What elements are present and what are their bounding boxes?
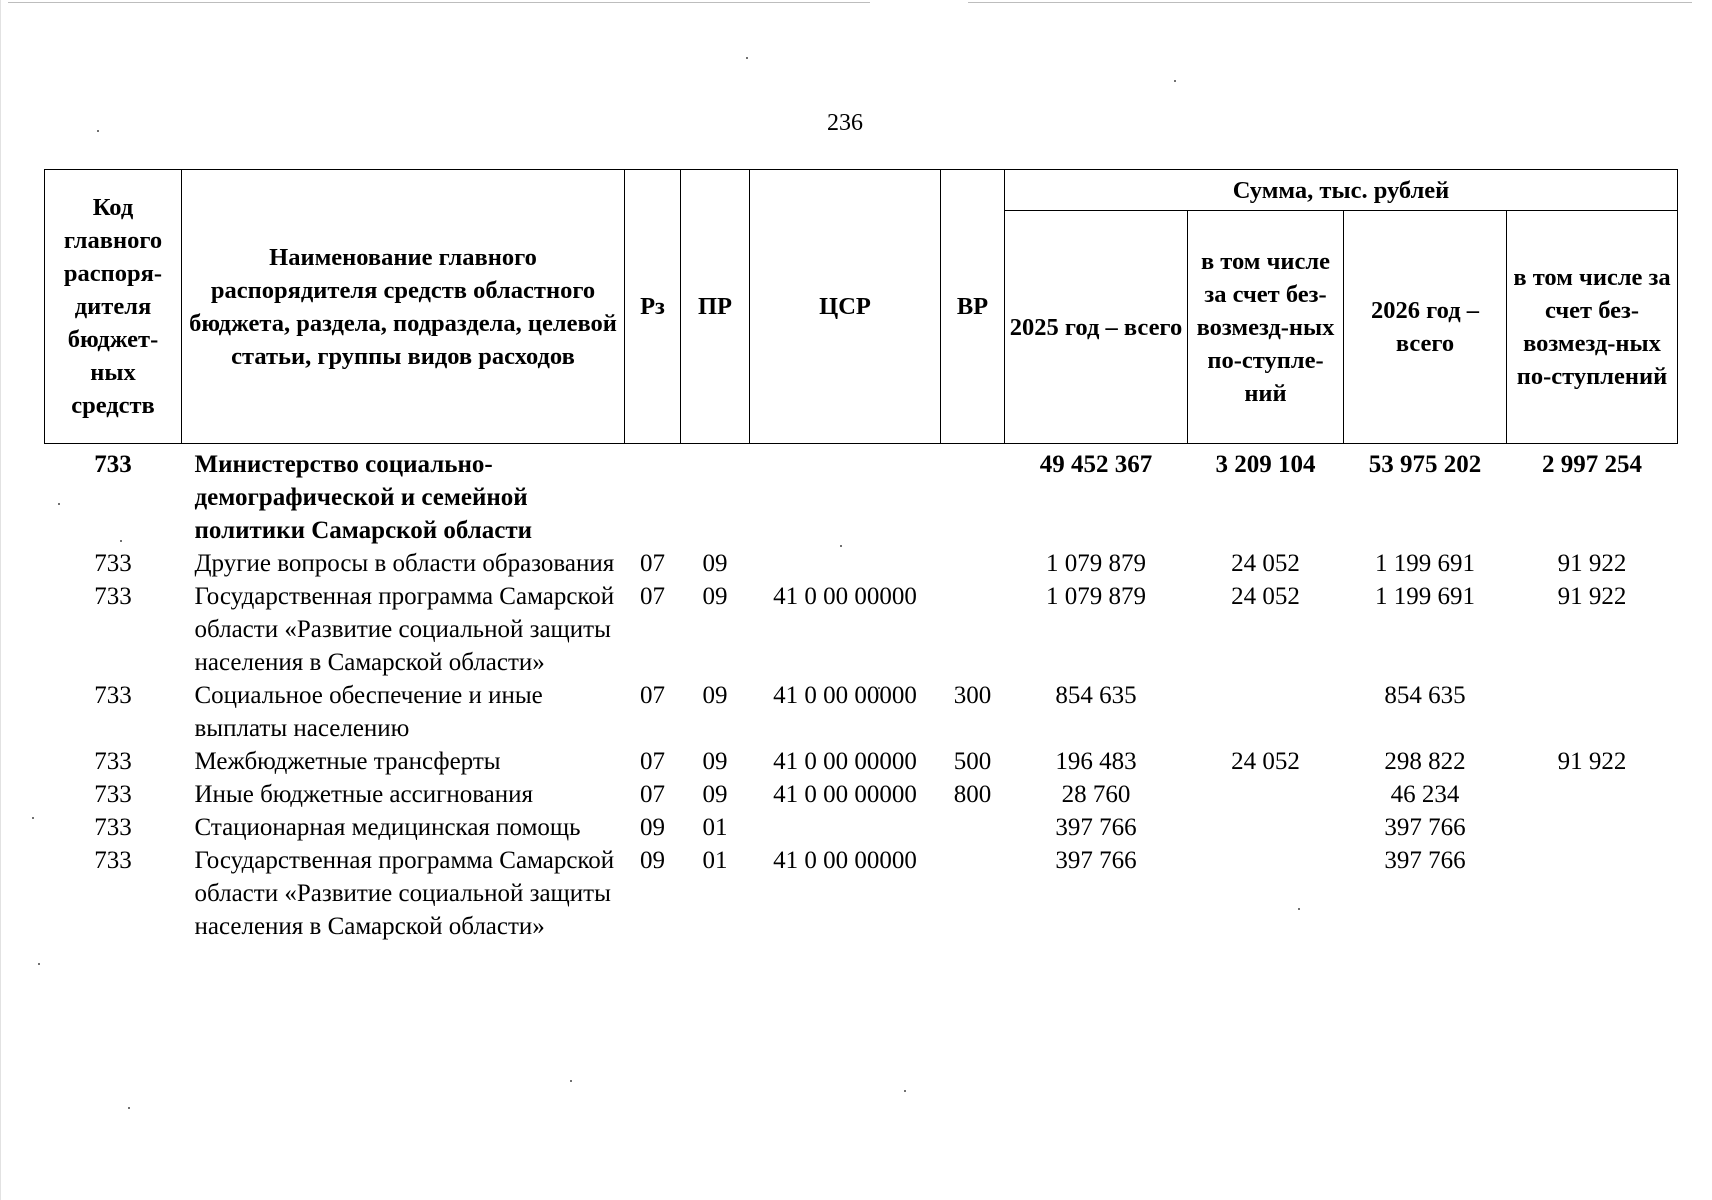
cell-2026-free: 2 997 254: [1542, 451, 1642, 478]
cell-name: Межбюджетные трансферты: [194, 748, 501, 775]
cell-pr: 09: [702, 583, 728, 610]
cell-2026-total: 397 766: [1384, 814, 1466, 841]
cell-2025-total: 1 079 879: [1046, 583, 1146, 610]
scan-edge-line: [8, 2, 870, 3]
cell-2025-free: 3 209 104: [1215, 451, 1316, 478]
cell-2026-total: 53 975 202: [1368, 451, 1482, 478]
scan-speck: [1174, 80, 1176, 82]
page-number: 236: [827, 110, 863, 136]
cell-2026-free: [1507, 811, 1678, 844]
table-row: [45, 844, 1678, 943]
cell-code: 733: [94, 451, 132, 478]
cell-vr: [941, 844, 1005, 943]
cell-2026-free: 91 922: [1557, 550, 1627, 577]
cell-rz: 07: [640, 550, 665, 577]
scan-speck: [570, 1080, 572, 1082]
cell-pr: 09: [702, 781, 728, 808]
cell-2026-total: 46 234: [1390, 781, 1460, 808]
cell-code: 733: [94, 781, 132, 808]
budget-table: [44, 169, 1678, 943]
cell-rz: 07: [640, 748, 665, 775]
cell-2025-total: 397 766: [1055, 814, 1137, 841]
cell-2025-free: [1188, 811, 1344, 844]
cell-2026-free: 91 922: [1557, 583, 1627, 610]
cell-2025-free: 24 052: [1231, 583, 1300, 610]
cell-csr: 41 0 00 00000: [773, 847, 917, 874]
cell-name: Государственная программа Самарской области «Развитие социальной защиты населения в Самарской области»: [194, 847, 615, 940]
cell-2026-total: 1 199 691: [1375, 550, 1475, 577]
header-2025-total: 2025 год – всего: [1005, 211, 1188, 444]
table-row: [45, 811, 1678, 844]
table-row: [45, 444, 1678, 548]
cell-code: 733: [94, 682, 132, 709]
cell-pr: 09: [702, 682, 728, 709]
cell-csr: [750, 547, 941, 580]
cell-code: 733: [94, 550, 132, 577]
scan-edge-line: [968, 2, 1692, 3]
header-pr: ПР: [681, 170, 750, 444]
cell-vr: [941, 580, 1005, 679]
cell-csr: 41 0 00 00000: [773, 781, 917, 808]
table-row: [45, 679, 1678, 745]
cell-code: 733: [94, 748, 132, 775]
cell-name: Другие вопросы в области образования: [194, 550, 615, 577]
cell-2025-total: 196 483: [1055, 748, 1137, 775]
header-vr: ВР: [941, 170, 1005, 444]
cell-csr: [750, 811, 941, 844]
table-row: [45, 580, 1678, 679]
header-rz: Рз: [625, 170, 681, 444]
cell-2026-total: 854 635: [1384, 682, 1466, 709]
cell-2025-total: 397 766: [1055, 847, 1137, 874]
cell-2025-free: 24 052: [1231, 550, 1300, 577]
cell-code: 733: [94, 847, 132, 874]
cell-code: 733: [94, 583, 132, 610]
scan-speck: [904, 1090, 906, 1092]
cell-pr: 01: [702, 814, 728, 841]
cell-vr: [941, 444, 1005, 548]
cell-csr: [750, 444, 941, 548]
cell-name: Министерство социально-демографической и семейной политики Самарской области: [194, 451, 533, 544]
cell-csr: 41 0 00 00000: [773, 583, 917, 610]
cell-2025-total: 49 452 367: [1039, 451, 1153, 478]
header-2026-free: в том числе за счет без-возмезд-ных по-ступлений: [1507, 211, 1678, 444]
cell-2025-total: 28 760: [1061, 781, 1131, 808]
header-name: Наименование главного распорядителя средств областного бюджета, раздела, подраздела, целевой статьи, группы видов расходов: [182, 170, 625, 444]
cell-vr: [941, 811, 1005, 844]
header-code: Код главного распоря-дителя бюджет-ных средств: [45, 170, 182, 444]
cell-code: 733: [94, 814, 132, 841]
cell-vr: 800: [953, 781, 992, 808]
cell-2026-total: 397 766: [1384, 847, 1466, 874]
cell-2026-total: 1 199 691: [1375, 583, 1475, 610]
cell-csr: 41 0 00 00000: [773, 748, 917, 775]
header-csr: ЦСР: [750, 170, 941, 444]
cell-csr: 41 0 00 00000: [773, 682, 917, 709]
cell-rz: 07: [640, 682, 665, 709]
cell-pr: 09: [702, 748, 728, 775]
cell-2026-free: [1507, 679, 1678, 745]
cell-name: Иные бюджетные ассигнования: [194, 781, 534, 808]
cell-rz: 09: [640, 814, 665, 841]
cell-2026-free: [1507, 778, 1678, 811]
cell-rz: [625, 444, 681, 548]
cell-vr: 500: [953, 748, 992, 775]
scan-speck: [128, 1107, 130, 1109]
cell-2025-total: 1 079 879: [1046, 550, 1146, 577]
cell-2025-free: [1188, 844, 1344, 943]
cell-rz: 07: [640, 781, 665, 808]
cell-2026-total: 298 822: [1384, 748, 1466, 775]
header-2026-total: 2026 год – всего: [1344, 211, 1507, 444]
scan-speck: [38, 963, 40, 965]
scan-left-edge: [0, 0, 1, 1200]
cell-pr: [681, 444, 750, 548]
scan-speck: [32, 817, 34, 819]
cell-2025-total: 854 635: [1055, 682, 1137, 709]
cell-pr: 01: [702, 847, 728, 874]
cell-name: Социальное обеспечение и иные выплаты населению: [194, 682, 543, 742]
cell-2026-free: 91 922: [1557, 748, 1627, 775]
cell-pr: 09: [702, 550, 728, 577]
cell-rz: 09: [640, 847, 665, 874]
cell-name: Стационарная медицинская помощь: [194, 814, 581, 841]
table-row: [45, 745, 1678, 778]
cell-rz: 07: [640, 583, 665, 610]
cell-2026-free: [1507, 844, 1678, 943]
cell-2025-free: 24 052: [1231, 748, 1300, 775]
cell-vr: 300: [953, 682, 992, 709]
table-row: [45, 547, 1678, 580]
header-sum: Сумма, тыс. рублей: [1005, 170, 1678, 211]
cell-2025-free: [1188, 679, 1344, 745]
header-2025-free: в том числе за счет без-возмезд-ных по-ступле-ний: [1188, 211, 1344, 444]
scan-speck: [746, 57, 748, 59]
cell-name: Государственная программа Самарской области «Развитие социальной защиты населения в Самарской области»: [194, 583, 615, 676]
table-row: [45, 778, 1678, 811]
cell-2025-free: [1188, 778, 1344, 811]
cell-vr: [941, 547, 1005, 580]
